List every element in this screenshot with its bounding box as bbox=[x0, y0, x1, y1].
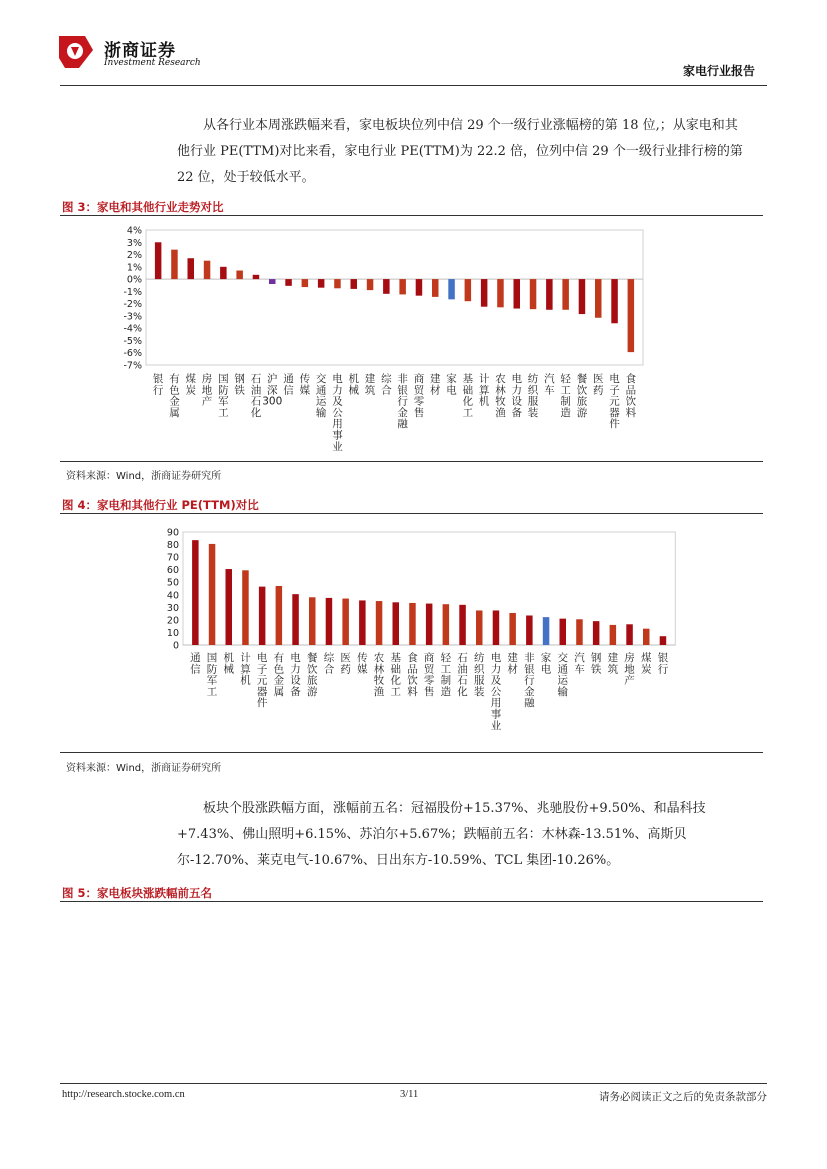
chart2-x-tick-label: 商贸零售 bbox=[423, 652, 435, 698]
figure-5-title: 图 5：家电板块涨跌幅前五名 bbox=[62, 886, 213, 900]
chart2-bar bbox=[443, 604, 450, 645]
chart2-x-tick-label: 轻工制造 bbox=[440, 652, 452, 698]
chart1-x-tick-label: 电子元器件 bbox=[609, 373, 620, 431]
chart1-x-tick-label: 电力及公用事业 bbox=[332, 373, 343, 453]
figure-4-title: 图 4：家电和其他行业 PE(TTM)对比 bbox=[62, 498, 259, 512]
chart1-x-tick-label: 房地产 bbox=[201, 373, 213, 408]
chart2-y-tick-label: 60 bbox=[166, 565, 179, 577]
chart1-x-tick-label: 综合 bbox=[381, 373, 392, 397]
chart1-x-tick-label: 家电 bbox=[446, 373, 457, 397]
chart1-bar bbox=[269, 279, 276, 284]
chart2-bar bbox=[543, 617, 550, 645]
chart2-x-tick-label: 医药 bbox=[340, 652, 351, 676]
chart1-x-tick-label: 电力设备 bbox=[511, 373, 522, 419]
chart1-bar bbox=[562, 279, 569, 310]
chart2-y-tick-label: 10 bbox=[166, 627, 179, 639]
chart1-bar bbox=[155, 242, 162, 279]
chart2-y-tick-label: 50 bbox=[166, 577, 179, 589]
chart1-bar bbox=[334, 279, 341, 288]
chart2-x-tick-label: 石油石化 bbox=[457, 652, 468, 698]
chart2-x-tick-label: 建材 bbox=[507, 652, 518, 676]
chart1-bar bbox=[579, 279, 586, 314]
chart1-x-tick-label: 石油石化 bbox=[250, 373, 262, 419]
chart1-y-tick-label: 0% bbox=[126, 274, 142, 286]
chart2-bar bbox=[259, 587, 266, 645]
chart2-y-tick-label: 90 bbox=[166, 527, 179, 539]
chart2-bar bbox=[276, 586, 283, 645]
chart2-x-tick-label: 钢铁 bbox=[590, 652, 602, 676]
chart2-x-tick-label: 非银行金融 bbox=[524, 652, 535, 710]
chart1-x-tick-label: 轻工制造 bbox=[560, 373, 571, 419]
chart2-bar bbox=[426, 604, 433, 645]
chart1-x-tick-label: 餐饮旅游 bbox=[576, 373, 588, 419]
chart1-x-tick-label: 机械 bbox=[348, 373, 359, 397]
chart2-x-tick-label: 交通运输 bbox=[557, 652, 568, 698]
figure-4-top-rule bbox=[60, 513, 763, 514]
chart1-y-tick-label: 3% bbox=[126, 237, 142, 249]
chart1-y-tick-label: -6% bbox=[123, 348, 142, 360]
chart1-x-tick-label: 食品饮料 bbox=[625, 373, 637, 419]
chart1-x-tick-label: 汽车 bbox=[544, 373, 555, 397]
logo-icon bbox=[55, 32, 97, 70]
chart1-y-tick-label: -5% bbox=[123, 335, 142, 347]
chart1-bar bbox=[546, 279, 553, 310]
chart1-bar bbox=[302, 279, 309, 287]
chart2-y-tick-label: 40 bbox=[166, 590, 179, 602]
chart2-x-tick-label: 食品饮料 bbox=[407, 652, 418, 698]
chart1-x-tick-label: 有色金属 bbox=[169, 373, 180, 419]
chart2-bar bbox=[660, 636, 667, 645]
chart2-bar bbox=[309, 597, 316, 645]
chart1-x-tick-label: 计算机 bbox=[478, 373, 490, 408]
chart1-bar bbox=[253, 275, 260, 279]
chart1-y-tick-label: -4% bbox=[123, 323, 142, 335]
chart2-x-tick-label: 电子元器件 bbox=[256, 652, 268, 710]
chart2-y-tick-label: 30 bbox=[166, 602, 179, 614]
report-type: 家电行业报告 bbox=[682, 64, 755, 78]
chart1-x-tick-label: 钢铁 bbox=[234, 373, 245, 397]
chart1-x-tick-label: 传媒 bbox=[299, 373, 311, 397]
footer-divider bbox=[60, 1083, 767, 1084]
chart2-x-tick-label: 有色金属 bbox=[273, 652, 285, 698]
figure-4-bottom-rule bbox=[60, 752, 763, 753]
chart2-bar bbox=[509, 613, 516, 645]
chart1-bar bbox=[285, 279, 292, 286]
chart2-x-tick-label: 建筑 bbox=[607, 652, 619, 676]
chart2-x-tick-label: 汽车 bbox=[574, 652, 585, 676]
figure-5-top-rule bbox=[60, 901, 763, 902]
chart1-x-tick-label: 基础化工 bbox=[462, 373, 474, 419]
chart1-bar bbox=[236, 271, 243, 280]
chart1-bar bbox=[530, 279, 537, 309]
page-number: 3/11 bbox=[400, 1089, 419, 1100]
chart2-y-tick-label: 0 bbox=[172, 640, 179, 652]
chart1-y-tick-label: -2% bbox=[123, 299, 142, 311]
chart1-bar bbox=[432, 279, 439, 297]
chart2-x-tick-label: 煤炭 bbox=[641, 652, 652, 676]
chart1-bar bbox=[481, 279, 488, 307]
chart1-x-tick-label: 交通运输 bbox=[315, 373, 327, 419]
chart2-bar bbox=[209, 544, 216, 645]
figure-3-source: 资料来源：Wind，浙商证券研究所 bbox=[66, 471, 222, 482]
chart1-x-tick-label: 煤炭 bbox=[185, 373, 196, 397]
logo-text: 浙商证券 bbox=[104, 41, 176, 61]
footer-url-link[interactable]: http://research.stocke.com.cn bbox=[62, 1089, 185, 1100]
chart1-x-tick-label: 国防军工 bbox=[218, 373, 229, 419]
chart2-x-tick-label: 基础化工 bbox=[390, 652, 401, 698]
header-divider bbox=[60, 85, 767, 86]
chart-industry-weekly-change bbox=[60, 220, 763, 460]
chart2-bar bbox=[192, 540, 199, 645]
chart1-bar bbox=[448, 279, 455, 299]
chart2-bar bbox=[242, 570, 249, 645]
chart-industry-pe-ttm bbox=[60, 518, 763, 752]
chart1-bar bbox=[416, 279, 423, 296]
chart1-bar bbox=[595, 279, 602, 318]
chart2-bar bbox=[326, 598, 333, 645]
chart1-bar bbox=[611, 279, 618, 323]
chart2-x-tick-label: 传媒 bbox=[357, 652, 368, 676]
chart2-x-tick-label: 综合 bbox=[323, 652, 335, 676]
chart2-bar bbox=[593, 621, 600, 645]
chart1-x-tick-label: 建材 bbox=[430, 373, 441, 397]
chart2-x-tick-label: 国防军工 bbox=[206, 652, 218, 698]
chart1-bar bbox=[465, 279, 472, 301]
chart2-bar bbox=[376, 601, 383, 645]
chart1-bar bbox=[383, 279, 390, 294]
chart2-x-tick-label: 电力及公用事业 bbox=[490, 652, 502, 732]
chart2-bar bbox=[643, 629, 650, 645]
chart2-bar bbox=[226, 569, 233, 645]
chart2-bar bbox=[576, 619, 583, 645]
chart1-y-tick-label: -7% bbox=[123, 360, 142, 372]
chart1-x-tick-label: 建筑 bbox=[364, 373, 376, 397]
chart1-x-tick-label: 沪深 300 bbox=[262, 373, 283, 408]
chart2-x-tick-label: 机械 bbox=[223, 652, 234, 676]
chart1-bar bbox=[351, 279, 358, 289]
chart1-y-tick-label: 1% bbox=[126, 262, 142, 274]
chart1-y-tick-label: 4% bbox=[126, 225, 142, 237]
chart2-bar bbox=[476, 610, 483, 645]
chart2-bar bbox=[459, 605, 466, 645]
chart1-x-tick-label: 商贸零售 bbox=[413, 373, 425, 419]
chart1-bar bbox=[497, 279, 504, 307]
figure-3-title: 图 3：家电和其他行业走势对比 bbox=[62, 200, 224, 214]
figure-4-source: 资料来源：Wind，浙商证券研究所 bbox=[66, 763, 222, 774]
figure-3-bottom-rule bbox=[60, 461, 763, 462]
chart1-bar bbox=[628, 279, 635, 352]
chart1-x-tick-label: 非银行金融 bbox=[397, 373, 408, 431]
chart1-y-tick-label: 2% bbox=[126, 250, 142, 262]
chart2-x-tick-label: 家电 bbox=[540, 652, 552, 676]
body-paragraph-2: 板块个股涨跌幅方面，涨幅前五名：冠福股份+15.37%、兆驰股份+9.50%、和晶科技+7.43%、佛山照明+6.15%、苏泊尔+5.67%；跌幅前五名：木林森-13.51%、高斯贝尔-12.70%、莱克电气-10.67%、日出东方-10.59%、TCL 集团-10.26%。 bbox=[177, 801, 706, 868]
chart2-x-tick-label: 通信 bbox=[190, 652, 201, 676]
body-paragraph-1: 从各行业本周涨跌幅来看，家电板块位列中信 29 个一级行业涨幅榜的第 18 位,；从家电和其他行业 PE(TTM)对比来看，家电行业 PE(TTM)为 22.2 倍，位列中信 29 个一级行业排行榜的第 22 位，处于较低水平。 bbox=[177, 118, 743, 185]
chart1-y-tick-label: -3% bbox=[123, 311, 142, 323]
chart2-x-tick-label: 农林牧渔 bbox=[373, 652, 385, 698]
chart2-y-tick-label: 80 bbox=[166, 540, 179, 552]
figure-3-top-rule bbox=[60, 215, 763, 216]
chart2-x-tick-label: 纺织服装 bbox=[474, 652, 485, 698]
chart2-bar bbox=[393, 602, 400, 645]
chart2-y-tick-label: 70 bbox=[166, 552, 179, 564]
chart2-bar bbox=[560, 619, 567, 645]
footer-disclaimer: 请务必阅读正文之后的免责条款部分 bbox=[599, 1091, 767, 1103]
chart1-bar bbox=[367, 279, 374, 290]
chart1-x-tick-label: 银行 bbox=[152, 373, 164, 397]
chart1-bar bbox=[318, 279, 325, 288]
chart2-bar bbox=[292, 594, 299, 645]
chart1-bar bbox=[188, 258, 195, 279]
chart1-x-tick-label: 通信 bbox=[283, 373, 294, 397]
chart1-x-tick-label: 纺织服装 bbox=[527, 373, 539, 419]
chart1-bar bbox=[204, 261, 211, 279]
chart2-x-tick-label: 电力设备 bbox=[290, 652, 301, 698]
chart2-y-tick-label: 20 bbox=[166, 615, 179, 627]
chart2-bar bbox=[359, 600, 366, 645]
chart2-x-tick-label: 餐饮旅游 bbox=[307, 652, 318, 698]
chart2-bar bbox=[610, 625, 617, 645]
chart1-bar bbox=[514, 279, 521, 308]
chart2-bar bbox=[493, 610, 500, 645]
logo-subtitle: Investment Research bbox=[104, 58, 201, 68]
chart2-x-tick-label: 房地产 bbox=[624, 652, 635, 687]
chart2-bar bbox=[409, 603, 416, 645]
chart2-x-tick-label: 计算机 bbox=[240, 652, 251, 687]
chart1-bar bbox=[171, 250, 178, 279]
chart2-bar bbox=[626, 624, 633, 645]
chart2-x-tick-label: 银行 bbox=[657, 652, 669, 676]
chart2-bar bbox=[342, 599, 349, 645]
chart1-x-tick-label: 农林牧渔 bbox=[495, 373, 506, 419]
chart1-y-tick-label: -1% bbox=[123, 286, 142, 298]
chart1-bar bbox=[399, 279, 406, 294]
chart1-x-tick-label: 医药 bbox=[593, 373, 604, 397]
chart2-bar bbox=[526, 615, 533, 645]
chart1-bar bbox=[220, 267, 227, 279]
